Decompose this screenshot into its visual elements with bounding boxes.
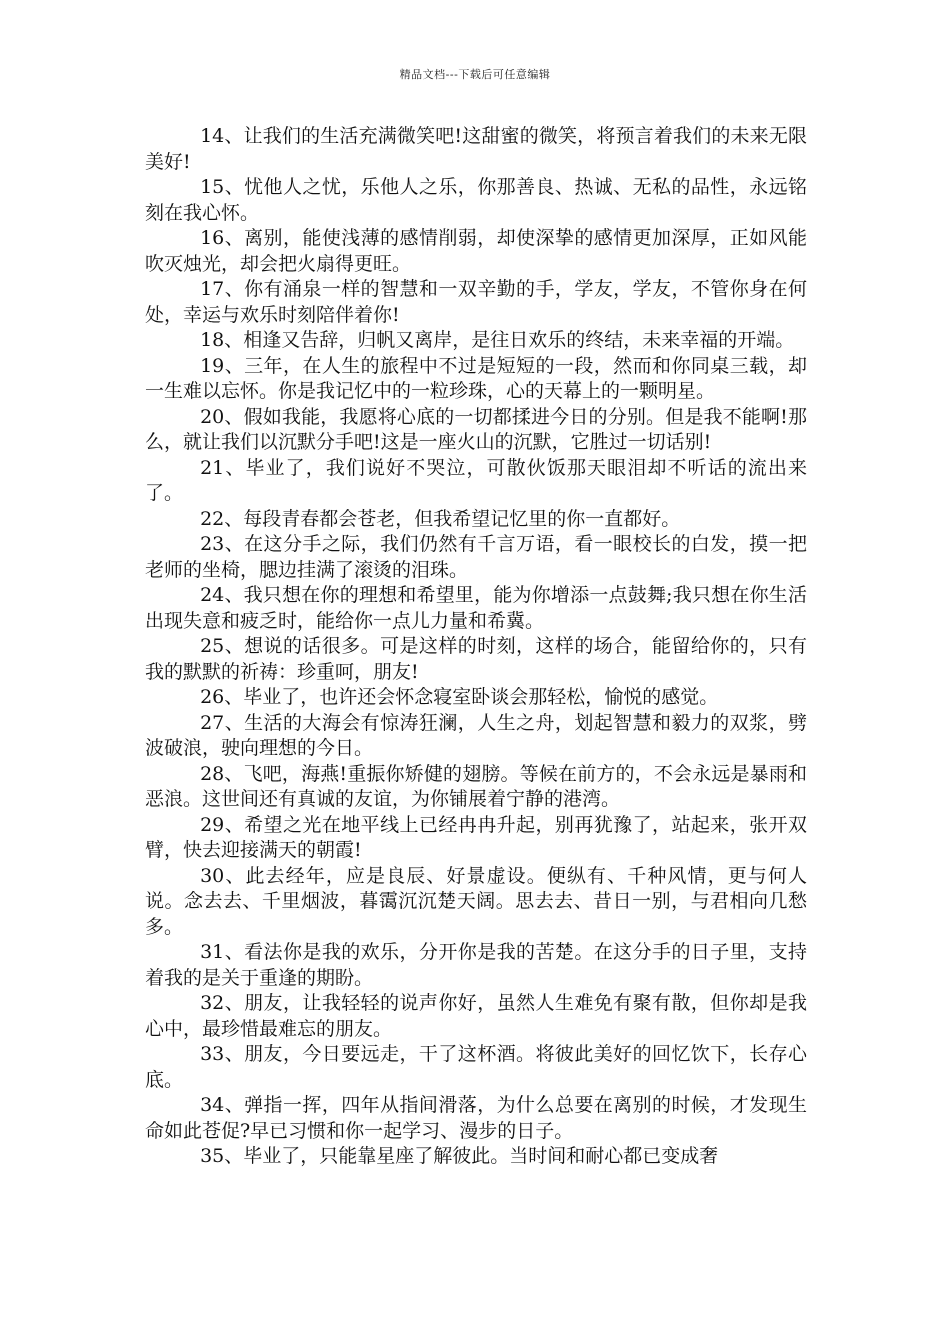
paragraph: 28、飞吧，海燕!重振你矫健的翅膀。等候在前方的，不会永远是暴雨和恶浪。这世间还有真诚的友谊，为你铺展着宁静的港湾。 (145, 762, 807, 810)
paragraph: 32、朋友，让我轻轻的说声你好，虽然人生难免有聚有散，但你却是我心中，最珍惜最难忘的朋友。 (145, 992, 807, 1040)
paragraph: 20、假如我能，我愿将心底的一切都揉进今日的分别。但是我不能啊!那么，就让我们以沉默分手吧!这是一座火山的沉默，它胜过一切话别! (145, 405, 807, 453)
paragraph: 24、我只想在你的理想和希望里，能为你增添一点鼓舞;我只想在你生活出现失意和疲乏时，能给你一点儿力量和希冀。 (145, 584, 807, 632)
document-body (145, 124, 807, 1170)
paragraph: 22、每段青春都会苍老，但我希望记忆里的你一直都好。 (200, 507, 681, 530)
paragraph: 26、毕业了，也许还会怀念寝室卧谈会那轻松，愉悦的感觉。 (200, 686, 719, 708)
paragraph: 19、三年，在人生的旅程中不过是短短的一段，然而和你同桌三载，却一生难以忘怀。你是我记忆中的一粒珍珠，心的天幕上的一颗明星。 (145, 354, 807, 402)
paragraph: 14、让我们的生活充满微笑吧!这甜蜜的微笑，将预言着我们的未来无限美好! (145, 125, 807, 173)
paragraph: 35、毕业了，只能靠星座了解彼此。当时间和耐心都已变成奢 (200, 1145, 719, 1167)
paragraph: 21、毕业了，我们说好不哭泣，可散伙饭那天眼泪却不听话的流出来了。 (145, 456, 807, 504)
paragraph: 15、忧他人之忧，乐他人之乐，你那善良、热诚、无私的品性，永远铭刻在我心怀。 (145, 176, 807, 224)
page-header: 精品文档---下载后可任意编辑 (399, 68, 551, 81)
paragraph: 25、想说的话很多。可是这样的时刻，这样的场合，能留给你的，只有我的默默的祈祷：珍重呵，朋友! (145, 635, 807, 683)
paragraph: 33、朋友，今日要远走，干了这杯酒。将彼此美好的回忆饮下，长存心底。 (145, 1043, 807, 1091)
paragraph: 30、此去经年，应是良辰、好景虚设。便纵有、千种风情，更与何人说。念去去、千里烟波，暮霭沉沉楚天阔。思去去、昔日一别，与君相向几愁多。 (145, 864, 807, 938)
paragraph: 23、在这分手之际，我们仍然有千言万语，看一眼校长的白发，摸一把老师的坐椅，腮边挂满了滚烫的泪珠。 (145, 533, 807, 581)
paragraph: 16、离别，能使浅薄的感情削弱，却使深挚的感情更加深厚，正如风能吹灭烛光，却会把火扇得更旺。 (145, 227, 807, 275)
paragraph: 31、看法你是我的欢乐，分开你是我的苦楚。在这分手的日子里，支持着我的是关于重逢的期盼。 (145, 941, 807, 989)
paragraph: 34、弹指一挥，四年从指间滑落，为什么总要在离别的时候，才发现生命如此苍促?早已习惯和你一起学习、漫步的日子。 (145, 1094, 807, 1142)
paragraph: 27、生活的大海会有惊涛狂澜，人生之舟，划起智慧和毅力的双浆，劈波破浪，驶向理想的今日。 (145, 711, 807, 759)
paragraph: 29、希望之光在地平线上已经冉冉升起，别再犹豫了，站起来，张开双臂，快去迎接满天的朝霞! (145, 813, 807, 861)
paragraph: 17、你有涌泉一样的智慧和一双辛勤的手，学友，学友，不管你身在何处，幸运与欢乐时刻陪伴着你! (145, 278, 807, 326)
paragraph: 18、相逢又告辞，归帆又离岸，是往日欢乐的终结，未来幸福的开端。 (200, 329, 795, 351)
